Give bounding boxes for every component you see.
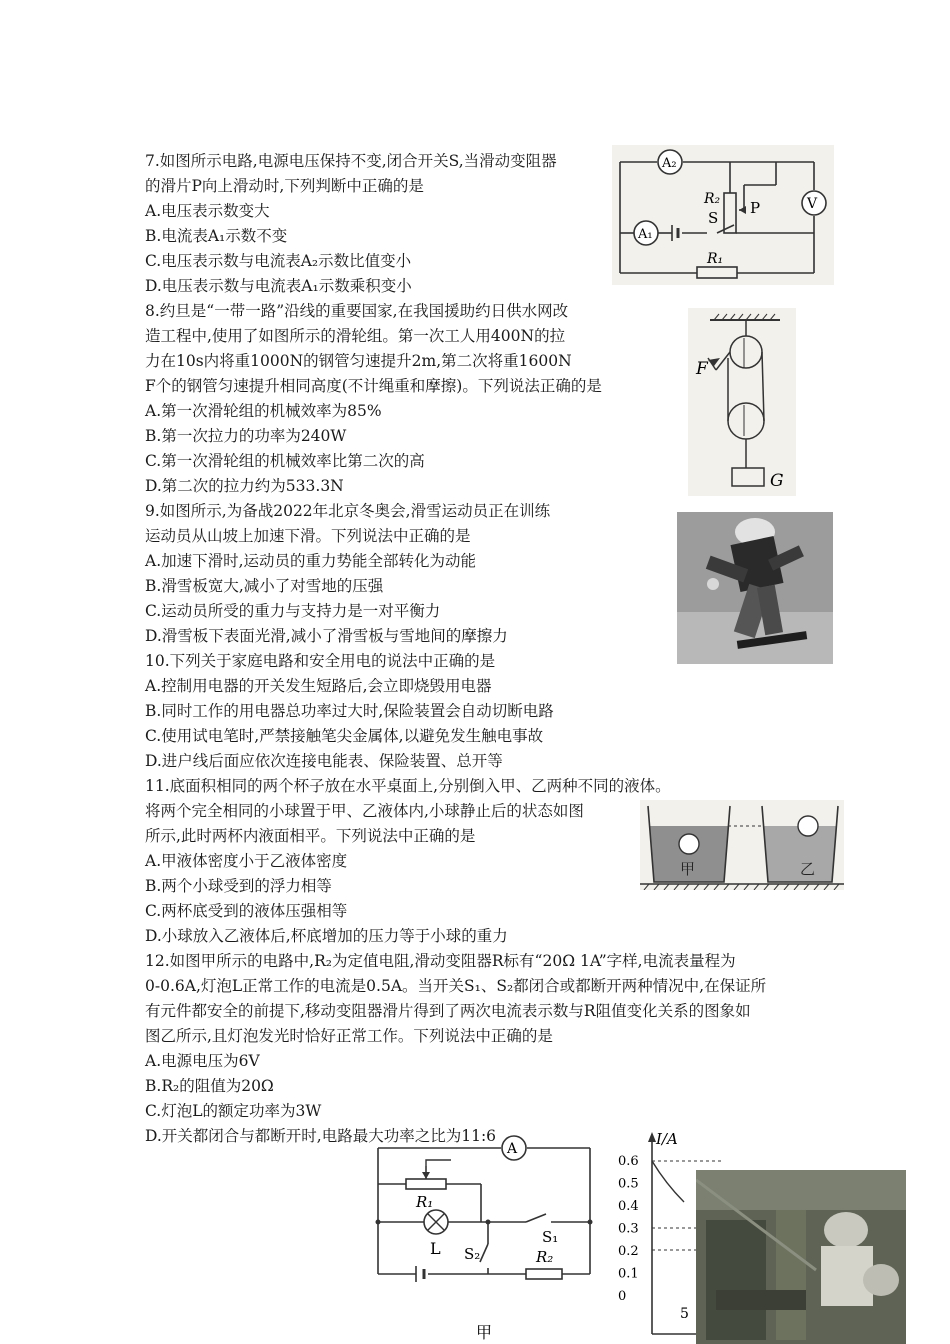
q7-option-c: C.电压表示数与电流表A₂示数比值变小 (145, 252, 412, 270)
q9-skier-photo (677, 512, 833, 664)
ball-jia-icon (679, 834, 699, 854)
q12-line-4: 图乙所示,且灯泡发光时恰好正常工作。下列说法中正确的是 (145, 1027, 553, 1045)
label-a2: A₂ (662, 156, 677, 171)
label-s2: S₂ (464, 1245, 481, 1263)
label-r1: R₁ (416, 1193, 434, 1211)
q9-line-2: 运动员从山坡上加速下滑。下列说法中正确的是 (145, 527, 471, 545)
q12-option-c: C.灯泡L的额定功率为3W (145, 1102, 322, 1120)
q12-circuit-jia (356, 1134, 606, 1344)
label-p: P (750, 199, 761, 217)
q11-line-1: 11.底面积相同的两个杯子放在水平桌面上,分别倒入甲、乙两种不同的液体。 (145, 777, 671, 795)
graph-ytick: 0.3 (618, 1221, 639, 1237)
q10-option-a: A.控制用电器的开关发生短路后,会立即烧毁用电器 (145, 677, 492, 695)
q11-cups-figure (640, 800, 844, 890)
q8-line-1: 8.约旦是“一带一路”沿线的重要国家,在我国援助约日供水网改 (145, 302, 569, 320)
q11-option-c: C.两杯底受到的液体压强相等 (145, 902, 348, 920)
graph-ytick: 0.1 (618, 1266, 639, 1282)
q11-option-d: D.小球放入乙液体后,杯底增加的压力等于小球的重力 (145, 927, 508, 945)
graph-ylabel: I/A (656, 1130, 678, 1148)
q8-option-c: C.第一次滑轮组的机械效率比第二次的高 (145, 452, 425, 470)
q8-line-3: 力在10s内将重1000N的钢管匀速提升2m,第二次将重1600N (145, 352, 572, 370)
q9-option-a: A.加速下滑时,运动员的重力势能全部转化为动能 (145, 552, 477, 570)
label-jia: 甲 (680, 860, 696, 878)
q7-line-1: 7.如图所示电路,电源电压保持不变,闭合开关S,当滑动变阻器 (145, 152, 557, 170)
graph-xtick-5: 5 (680, 1306, 689, 1322)
q10-option-b: B.同时工作的用电器总功率过大时,保险装置会自动切断电路 (145, 702, 554, 720)
label-force-f: F (696, 359, 708, 379)
q12-line-2: 0-0.6A,灯泡L正常工作的电流是0.5A。当开关S₁、S₂都闭合或都断开两种情况中,在保证所 (145, 977, 767, 995)
q8-option-a: A.第一次滑轮组的机械效率为85% (145, 402, 382, 420)
graph-curve (652, 1161, 684, 1202)
q11-line-3: 所示,此时两杯内液面相平。下列说法中正确的是 (145, 827, 476, 845)
q8-line-2: 造工程中,使用了如图所示的滑轮组。第一次工人用400N的拉 (145, 327, 566, 345)
q8-option-d: D.第二次的拉力约为533.3N (145, 477, 344, 495)
graph-ytick: 0.6 (618, 1154, 639, 1169)
graph-ytick: 0.5 (618, 1176, 639, 1192)
q12-option-b: B.R₂的阻值为20Ω (145, 1077, 274, 1095)
label-weight-g: G (770, 471, 784, 491)
q7-circuit-figure (612, 145, 834, 285)
q10-option-c: C.使用试电笔时,严禁接触笔尖金属体,以避免发生触电事故 (145, 727, 544, 745)
q9-option-c: C.运动员所受的重力与支持力是一对平衡力 (145, 602, 441, 620)
graph-ytick: 0.2 (618, 1244, 639, 1259)
label-s: S (708, 209, 719, 227)
q9-line-1: 9.如图所示,为备战2022年北京冬奥会,滑雪运动员正在训练 (145, 502, 551, 520)
q12-option-d: D.开关都闭合与都断开时,电路最大功率之比为11:6 (145, 1127, 497, 1145)
label-s1: S₁ (542, 1228, 559, 1246)
q12-option-a: A.电源电压为6V (145, 1052, 260, 1070)
q7-option-d: D.电压表示数与电流表A₁示数乘积变小 (145, 277, 412, 295)
q10-line-1: 10.下列关于家庭电路和安全用电的说法中正确的是 (145, 652, 496, 670)
label-yi: 乙 (800, 860, 816, 878)
label-r2: R₂ (536, 1248, 554, 1266)
label-r1: R₁ (707, 251, 724, 267)
q11-option-a: A.甲液体密度小于乙液体密度 (145, 852, 348, 870)
label-a1: A₁ (638, 227, 653, 242)
q11-line-2: 将两个完全相同的小球置于甲、乙液体内,小球静止后的状态如图 (145, 802, 584, 820)
label-lamp: L (430, 1239, 441, 1258)
caption-jia: 甲 (476, 1323, 493, 1342)
q9-option-d: D.滑雪板下表面光滑,减小了滑雪板与雪地间的摩擦力 (145, 627, 508, 645)
q9-option-b: B.滑雪板宽大,减小了对雪地的压强 (145, 577, 384, 595)
q8-line-4: F个的钢管匀速提升相同高度(不计绳重和摩擦)。下列说法正确的是 (145, 377, 602, 395)
q8-pulley-figure (688, 308, 796, 496)
q7-option-a: A.电压表示数变大 (145, 202, 270, 220)
graph-ytick: 0.4 (618, 1199, 639, 1214)
ball-yi-icon (798, 816, 818, 836)
label-v: V (807, 196, 818, 212)
q11-option-b: B.两个小球受到的浮力相等 (145, 877, 332, 895)
q10-option-d: D.进户线后面应依次连接电能表、保险装置、总开等 (145, 752, 503, 770)
q7-line-2: 的滑片P向上滑动时,下列判断中正确的是 (145, 177, 424, 195)
label-r2: R₂ (704, 191, 721, 207)
graph-ytick: 0 (618, 1289, 627, 1304)
q12-line-3: 有元件都安全的前提下,移动变阻器滑片得到了两次电流表示数与R阻值变化关系的图象如 (145, 1002, 751, 1020)
q8-option-b: B.第一次拉力的功率为240W (145, 427, 347, 445)
q7-option-b: B.电流表A₁示数不变 (145, 227, 288, 245)
label-ammeter: A (507, 1141, 518, 1157)
q12-line-1: 12.如图甲所示的电路中,R₂为定值电阻,滑动变阻器R标有“20Ω 1A”字样,电流表量程为 (145, 952, 736, 970)
overlay-photo (696, 1170, 906, 1344)
